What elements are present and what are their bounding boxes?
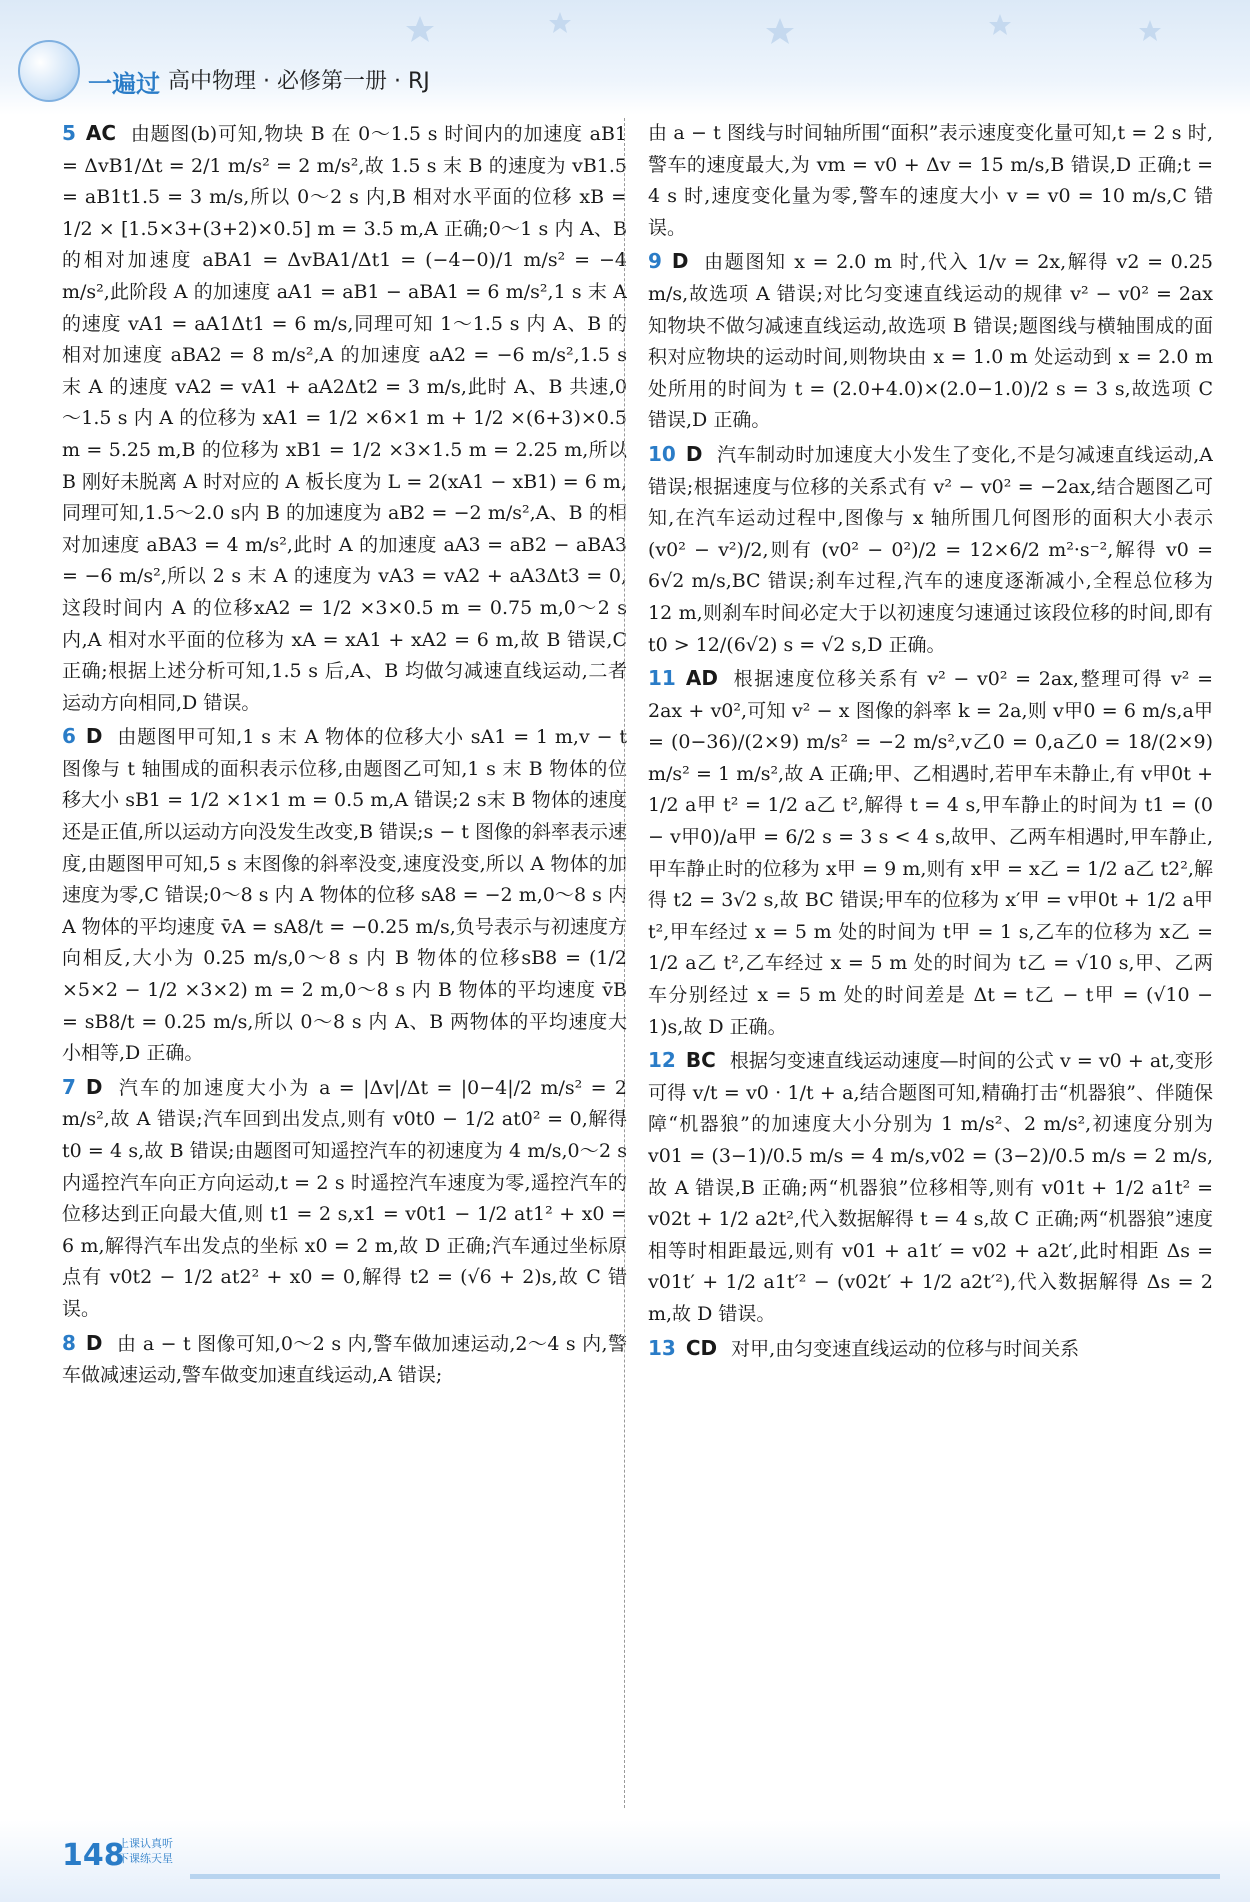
- answer-paragraph: [62, 1328, 627, 1392]
- right-column: [648, 118, 1213, 1818]
- page-header: [0, 0, 1250, 115]
- answer-entry: [648, 246, 1213, 437]
- answer-paragraph: [648, 439, 1213, 661]
- answer-choice: CD: [685, 1335, 718, 1360]
- answer-choice: D: [671, 249, 689, 274]
- question-number: 7: [62, 1074, 76, 1099]
- explanation-text: 根据匀变速直线运动速度—时间的公式 v = v0 + at,变形可得 v/t = v0 · 1/t + a,结合题图可知,精确打击“机器狼”、伴随保障“机器狼”的加速度大小分别为 1 m/s²、2 m/s²,初速度分别为 v01 = (3−1)/0.5 m/s = 4 m/s,v02 = (3−2)/0.5 m/s = 2 m/s,故 A 错误,B 正确;两“机器狼”位移相等,则有 v01t + 1/2 a1t² = v02t + 1/2 a2t²,代入数据解得 t = 4 s,故 C 正确;两“机器狼”速度相等时相距最远,则有 v01 + a1t′ = v02 + a2t′,此时相距 Δs = v01t′ + 1/2 a1t′² − (v02t′ + 1/2 a2t′²),代入数据解得 Δs = 2 m,故 D 错误。: [648, 1050, 1213, 1325]
- explanation-text: 由 a − t 图线与时间轴所围“面积”表示速度变化量可知,t = 2 s 时,警车的速度最大,为 vm = v0 + Δv = 15 m/s,B 错误,D 正确;t = 4 s 时,速度变化量为零,警车的速度大小 v = v0 = 10 m/s,C 错误。: [648, 122, 1213, 239]
- question-number: 12: [648, 1048, 676, 1073]
- page-footer: [0, 1820, 1250, 1902]
- decorative-stars: [0, 6, 1250, 46]
- logo-mascot-icon: [18, 40, 80, 102]
- question-number: 5: [62, 121, 76, 145]
- answer-entry: [62, 118, 627, 719]
- explanation-text: 汽车制动时加速度大小发生了变化,不是匀减速直线运动,A 错误;根据速度与位移的关系式有 v² − v0² = −2ax,结合题图乙可知,在汽车运动过程中,图像与 x 轴所围几何图形的面积大小表示 (v0² − v²)/2,则有 (v0² − 0²)/2 = 12×6/2 m²·s⁻²,解得 v0 = 6√2 m/s,BC 错误;刹车过程,汽车的速度逐渐减小,全程总位移为 12 m,则刹车时间必定大于以初速度匀速通过该段位移的时间,即有 t0 > 12/(6√2) s = √2 s,D 正确。: [648, 443, 1213, 656]
- column-divider: [624, 118, 625, 1808]
- answer-choice: D: [685, 441, 703, 466]
- answer-paragraph: [648, 246, 1213, 437]
- explanation-text: 由题图(b)可知,物块 B 在 0～1.5 s 时间内的加速度 aB1 = ΔvB1/Δt = 2/1 m/s² = 2 m/s²,故 1.5 s 末 B 的速度为 vB1.5 = aB1t1.5 = 3 m/s,所以 0～2 s 内,B 相对水平面的位移 xB = 1/2 × [1.5×3+(3+2)×0.5] m = 3.5 m,A 正确;0～1 s 内 A、B 的相对加速度 aBA1 = ΔvBA1/Δt1 = (−4−0)/1 m/s² = −4 m/s²,此阶段 A 的加速度 aA1 = aB1 − aBA1 = 6 m/s²,1 s 末 A 的速度 vA1 = aA1Δt1 = 6 m/s,同理可知 1～1.5 s 内 A、B 的相对加速度 aBA2 = 8 m/s²,A 的加速度 aA2 = −6 m/s²,1.5 s 末 A 的速度 vA2 = vA1 + aA2Δt2 = 3 m/s,此时 A、B 共速,0～1.5 s 内 A 的位移为 xA1 = 1/2 ×6×1 m + 1/2 ×(6+3)×0.5 m = 5.25 m,B 的位移为 xB1 = 1/2 ×3×1.5 m = 2.25 m,所以 B 刚好未脱离 A 时对应的 A 板长度为 L = 2(xA1 − xB1) = 6 m,同理可知,1.5～2.0 s内 B 的加速度为 aB2 = −2 m/s²,A、B 的相对加速度 aBA3 = 4 m/s²,此时 A 的加速度 aA3 = aB2 − aBA3 = −6 m/s²,所以 2 s 末 A 的速度为 vA3 = vA2 + aA3Δt3 = 0,这段时间内 A 的位移xA2 = 1/2 ×3×0.5 m = 0.75 m,0～2 s 内,A 相对水平面的位移为 xA = xA1 + xA2 = 6 m,故 B 错误,C 正确;根据上述分析可知,1.5 s 后,A、B 均做匀减速直线运动,二者运动方向相同,D 错误。: [62, 123, 627, 714]
- answer-choice: BC: [685, 1048, 716, 1073]
- answer-entry: [648, 663, 1213, 1043]
- page-number: 148: [62, 1838, 125, 1873]
- answer-choice: AD: [685, 666, 718, 691]
- answer-entry: [62, 721, 627, 1070]
- answer-paragraph: [62, 721, 627, 1070]
- answer-paragraph: [648, 1045, 1213, 1330]
- answer-entry: [648, 1333, 1213, 1366]
- explanation-text: 对甲,由匀变速直线运动的位移与时间关系: [731, 1337, 1080, 1360]
- question-number: 13: [648, 1335, 676, 1360]
- answer-paragraph: [62, 1072, 627, 1326]
- logo-text: 一遍过: [88, 70, 160, 98]
- left-column: [62, 118, 627, 1818]
- footer-bar: [190, 1874, 1220, 1879]
- book-title: 高中物理 · 必修第一册 · RJ: [168, 69, 430, 94]
- answer-entry: [648, 1045, 1213, 1330]
- footer-slogan: 上课认真听 下课练天星: [118, 1837, 173, 1865]
- explanation-text: 根据速度位移关系有 v² − v0² = 2ax,整理可得 v² = 2ax + v0²,可知 v² − x 图像的斜率 k = 2a,则 v甲0 = 6 m/s,a甲 = (0−36)/(2×9) m/s² = −2 m/s²,v乙0 = 0,a乙0 = 18/(2×9) m/s² = 1 m/s²,故 A 正确;甲、乙相遇时,若甲车未静止,有 v甲0t + 1/2 a甲 t² = 1/2 a乙 t²,解得 t = 4 s,甲车静止的时间为 t1 = (0 − v甲0)/a甲 = 6/2 s = 3 s < 4 s,故甲、乙两车相遇时,甲车静止,甲车静止时的位移为 x甲 = 9 m,则有 x甲 = x乙 = 1/2 a乙 t2²,解得 t2 = 3√2 s,故 BC 错误;甲车的位移为 x′甲 = v甲0t + 1/2 a甲 t²,甲车经过 x = 5 m 处的时间为 t甲 = 1 s,乙车的位移为 x乙 = 1/2 a乙 t²,乙车经过 x = 5 m 处的时间为 t乙 = √10 s,甲、乙两车分别经过 x = 5 m 处的时间差是 Δt = t乙 − t甲 = (√10 − 1)s,故 D 正确。: [648, 668, 1213, 1038]
- question-number: 10: [648, 441, 676, 466]
- answer-choice: D: [85, 1074, 103, 1099]
- answer-entry: [648, 118, 1213, 244]
- answer-choice: AC: [85, 121, 117, 145]
- explanation-text: 由 a − t 图像可知,0～2 s 内,警车做加速运动,2～4 s 内,警车做减速运动,警车做变加速直线运动,A 错误;: [62, 1332, 627, 1387]
- explanation-text: 由题图甲可知,1 s 末 A 物体的位移大小 sA1 = 1 m,v − t 图像与 t 轴围成的面积表示位移,由题图乙可知,1 s 末 B 物体的位移大小 sB1 = 1/2 ×1×1 m = 0.5 m,A 错误;2 s末 B 物体的速度还是正值,所以运动方向没发生改变,B 错误;s − t 图像的斜率表示速度,由题图甲可知,5 s 末图像的斜率没变,速度没变,所以 A 物体的加速度为零,C 错误;0～8 s 内 A 物体的位移 sA8 = −2 m,0～8 s 内 A 物体的平均速度 v̄A = sA8/t = −0.25 m/s,负号表示与初速度方向相反,大小为 0.25 m/s,0～8 s 内 B 物体的位移sB8 = (1/2 ×5×2 − 1/2 ×3×2) m = 2 m,0～8 s 内 B 物体的平均速度 v̄B = sB8/t = 0.25 m/s,所以 0～8 s 内 A、B 两物体的平均速度大小相等,D 正确。: [62, 726, 627, 1065]
- question-number: 6: [62, 724, 76, 749]
- answer-paragraph: [648, 663, 1213, 1043]
- explanation-text: 汽车的加速度大小为 a = |Δv|/Δt = |0−4|/2 m/s² = 2 m/s²,故 A 错误;汽车回到出发点,则有 v0t0 − 1/2 at0² = 0,解得 t0 = 4 s,故 B 错误;由题图可知遥控汽车的初速度为 4 m/s,0～2 s 内遥控汽车向正方向运动,t = 2 s 时遥控汽车速度为零,遥控汽车的位移达到正向最大值,则 t1 = 2 s,x1 = v0t1 − 1/2 at1² + x0 = 6 m,解得汽车出发点的坐标 x0 = 2 m,故 D 正确;汽车通过坐标原点有 v0t2 − 1/2 at2² + x0 = 0,解得 t2 = (√6 + 2)s,故 C 错误。: [62, 1076, 627, 1320]
- question-number: 9: [648, 249, 662, 274]
- answer-entry: [62, 1072, 627, 1326]
- answer-choice: D: [85, 1330, 103, 1355]
- answer-entry: [62, 1328, 627, 1392]
- explanation-text: 由题图知 x = 2.0 m 时,代入 1/v = 2x,解得 v2 = 0.25 m/s,故选项 A 错误;对比匀变速直线运动的规律 v² − v0² = 2ax 知物块不做匀减速直线运动,故选项 B 错误;题图线与横轴围成的面积对应物块的运动时间,则物块由 x = 1.0 m 处运动到 x = 2.0 m 处所用的时间为 t = (2.0+4.0)×(2.0−1.0)/2 s = 3 s,故选项 C 错误,D 正确。: [648, 251, 1213, 432]
- question-number: 8: [62, 1330, 76, 1355]
- answer-paragraph: [648, 118, 1213, 244]
- answer-entry: [648, 439, 1213, 661]
- answer-paragraph: [648, 1333, 1213, 1366]
- answer-choice: D: [85, 724, 103, 749]
- question-number: 11: [648, 666, 676, 691]
- answer-paragraph: [62, 118, 627, 719]
